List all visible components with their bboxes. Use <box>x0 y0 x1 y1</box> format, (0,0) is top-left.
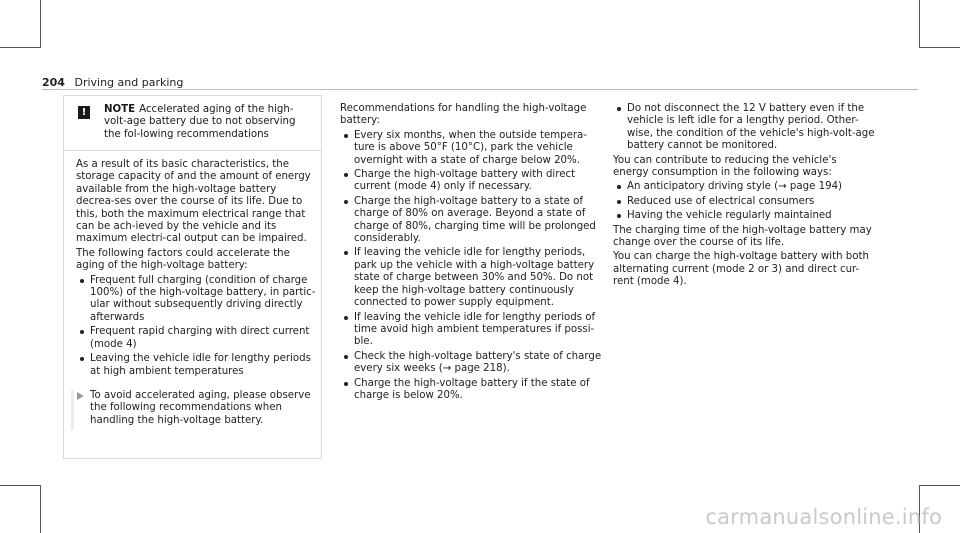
note-headline <box>104 104 314 141</box>
warning-icon: ! <box>78 106 90 119</box>
list-item: Charge the high-voltage battery if the state of charge is below 20%. <box>340 378 602 403</box>
list-item: Every six months, when the outside tempera-ture is above 50°F (10°C), park the vehicle overnight with a state of charge below 20%. <box>340 130 602 167</box>
list-item: Charge the high-voltage battery to a state of charge of 80% on average. Beyond a state of charge of 80%, charging time will be prolonged considerably. <box>340 196 602 246</box>
note-factor-list <box>76 275 316 378</box>
crop-mark <box>40 0 41 48</box>
charging-modes-paragraph: You can charge the high-voltage battery with both alternating current (mode 2 or 3) and direct cur-rent (mode 4). <box>613 251 869 288</box>
middle-column <box>340 103 602 404</box>
list-item: Frequent full charging (condition of charge 100%) of the high-voltage battery, in partic-ular without subsequently driving directly afterwards <box>76 275 316 325</box>
crop-mark <box>40 485 41 533</box>
note-paragraph: As a result of its basic characteristics, the storage capacity of and the amount of energy available from the high-voltage battery decrea-ses over the course of its life. Due to this, both the maximum electrical range that can be ach-ieved by the vehicle and its maximum electri-cal output can be impaired. <box>76 159 311 245</box>
crop-mark <box>919 0 920 48</box>
list-item: Frequent rapid charging with direct current (mode 4) <box>76 326 316 351</box>
recommendation-list <box>340 130 602 403</box>
list-item: Reduced use of electrical consumers <box>613 196 875 208</box>
contribute-paragraph: You can contribute to reducing the vehicle's energy consumption in the following ways: <box>613 154 837 179</box>
header-divider <box>42 89 918 90</box>
charging-time-paragraph: The charging time of the high-voltage battery may change over the course of its life. <box>613 224 872 249</box>
note-header <box>64 96 321 151</box>
list-item: Check the high-voltage battery's state of charge every six weeks (→ page 218). <box>340 351 602 376</box>
list-item: Charge the high-voltage battery with direct current (mode 4) only if necessary. <box>340 169 602 194</box>
section-title: Driving and parking <box>74 76 184 89</box>
list-item: Leaving the vehicle idle for lengthy periods at high ambient temperatures <box>76 353 316 378</box>
crop-mark <box>919 485 960 486</box>
note-label: NOTE <box>104 104 136 115</box>
crop-mark <box>919 47 960 48</box>
crop-mark <box>0 47 40 48</box>
note-paragraph: The following factors could accelerate the aging of the high-voltage battery: <box>76 247 290 272</box>
crop-mark <box>0 485 40 486</box>
list-item: Having the vehicle regularly maintained <box>613 210 875 222</box>
page-number: 204 <box>42 76 65 89</box>
instruction-step <box>76 390 316 427</box>
play-arrow-icon <box>77 392 84 400</box>
note-body <box>76 159 316 427</box>
battery-note-list <box>613 103 875 153</box>
step-text: To avoid accelerated aging, please observe the following recommendations when handling the high-voltage battery. <box>90 389 311 426</box>
list-item: If leaving the vehicle idle for lengthy periods, park up the vehicle with a high-voltage battery state of charge between 30% and 50%. Do not keep the high-voltage battery continuously connected to power supply equipment. <box>340 247 602 309</box>
page-header <box>42 76 183 89</box>
energy-ways-list <box>613 181 875 222</box>
note-headline-text: Accelerated aging of the high-volt-age battery due to not observing the fol-lowing recommendations <box>104 104 296 140</box>
list-item: An anticipatory driving style (→ page 194) <box>613 181 875 193</box>
note-box <box>63 95 322 459</box>
step-bar <box>71 390 74 430</box>
right-column <box>613 103 875 291</box>
middle-intro: Recommendations for handling the high-voltage battery: <box>340 103 587 127</box>
watermark: carmanualsonline.info <box>705 505 942 529</box>
list-item: If leaving the vehicle idle for lengthy periods of time avoid high ambient temperatures if possi-ble. <box>340 312 602 349</box>
list-item: Do not disconnect the 12 V battery even if the vehicle is left idle for a lengthy period. Other-wise, the condition of the vehicle's high-volt-age battery cannot be monitored. <box>613 103 875 153</box>
